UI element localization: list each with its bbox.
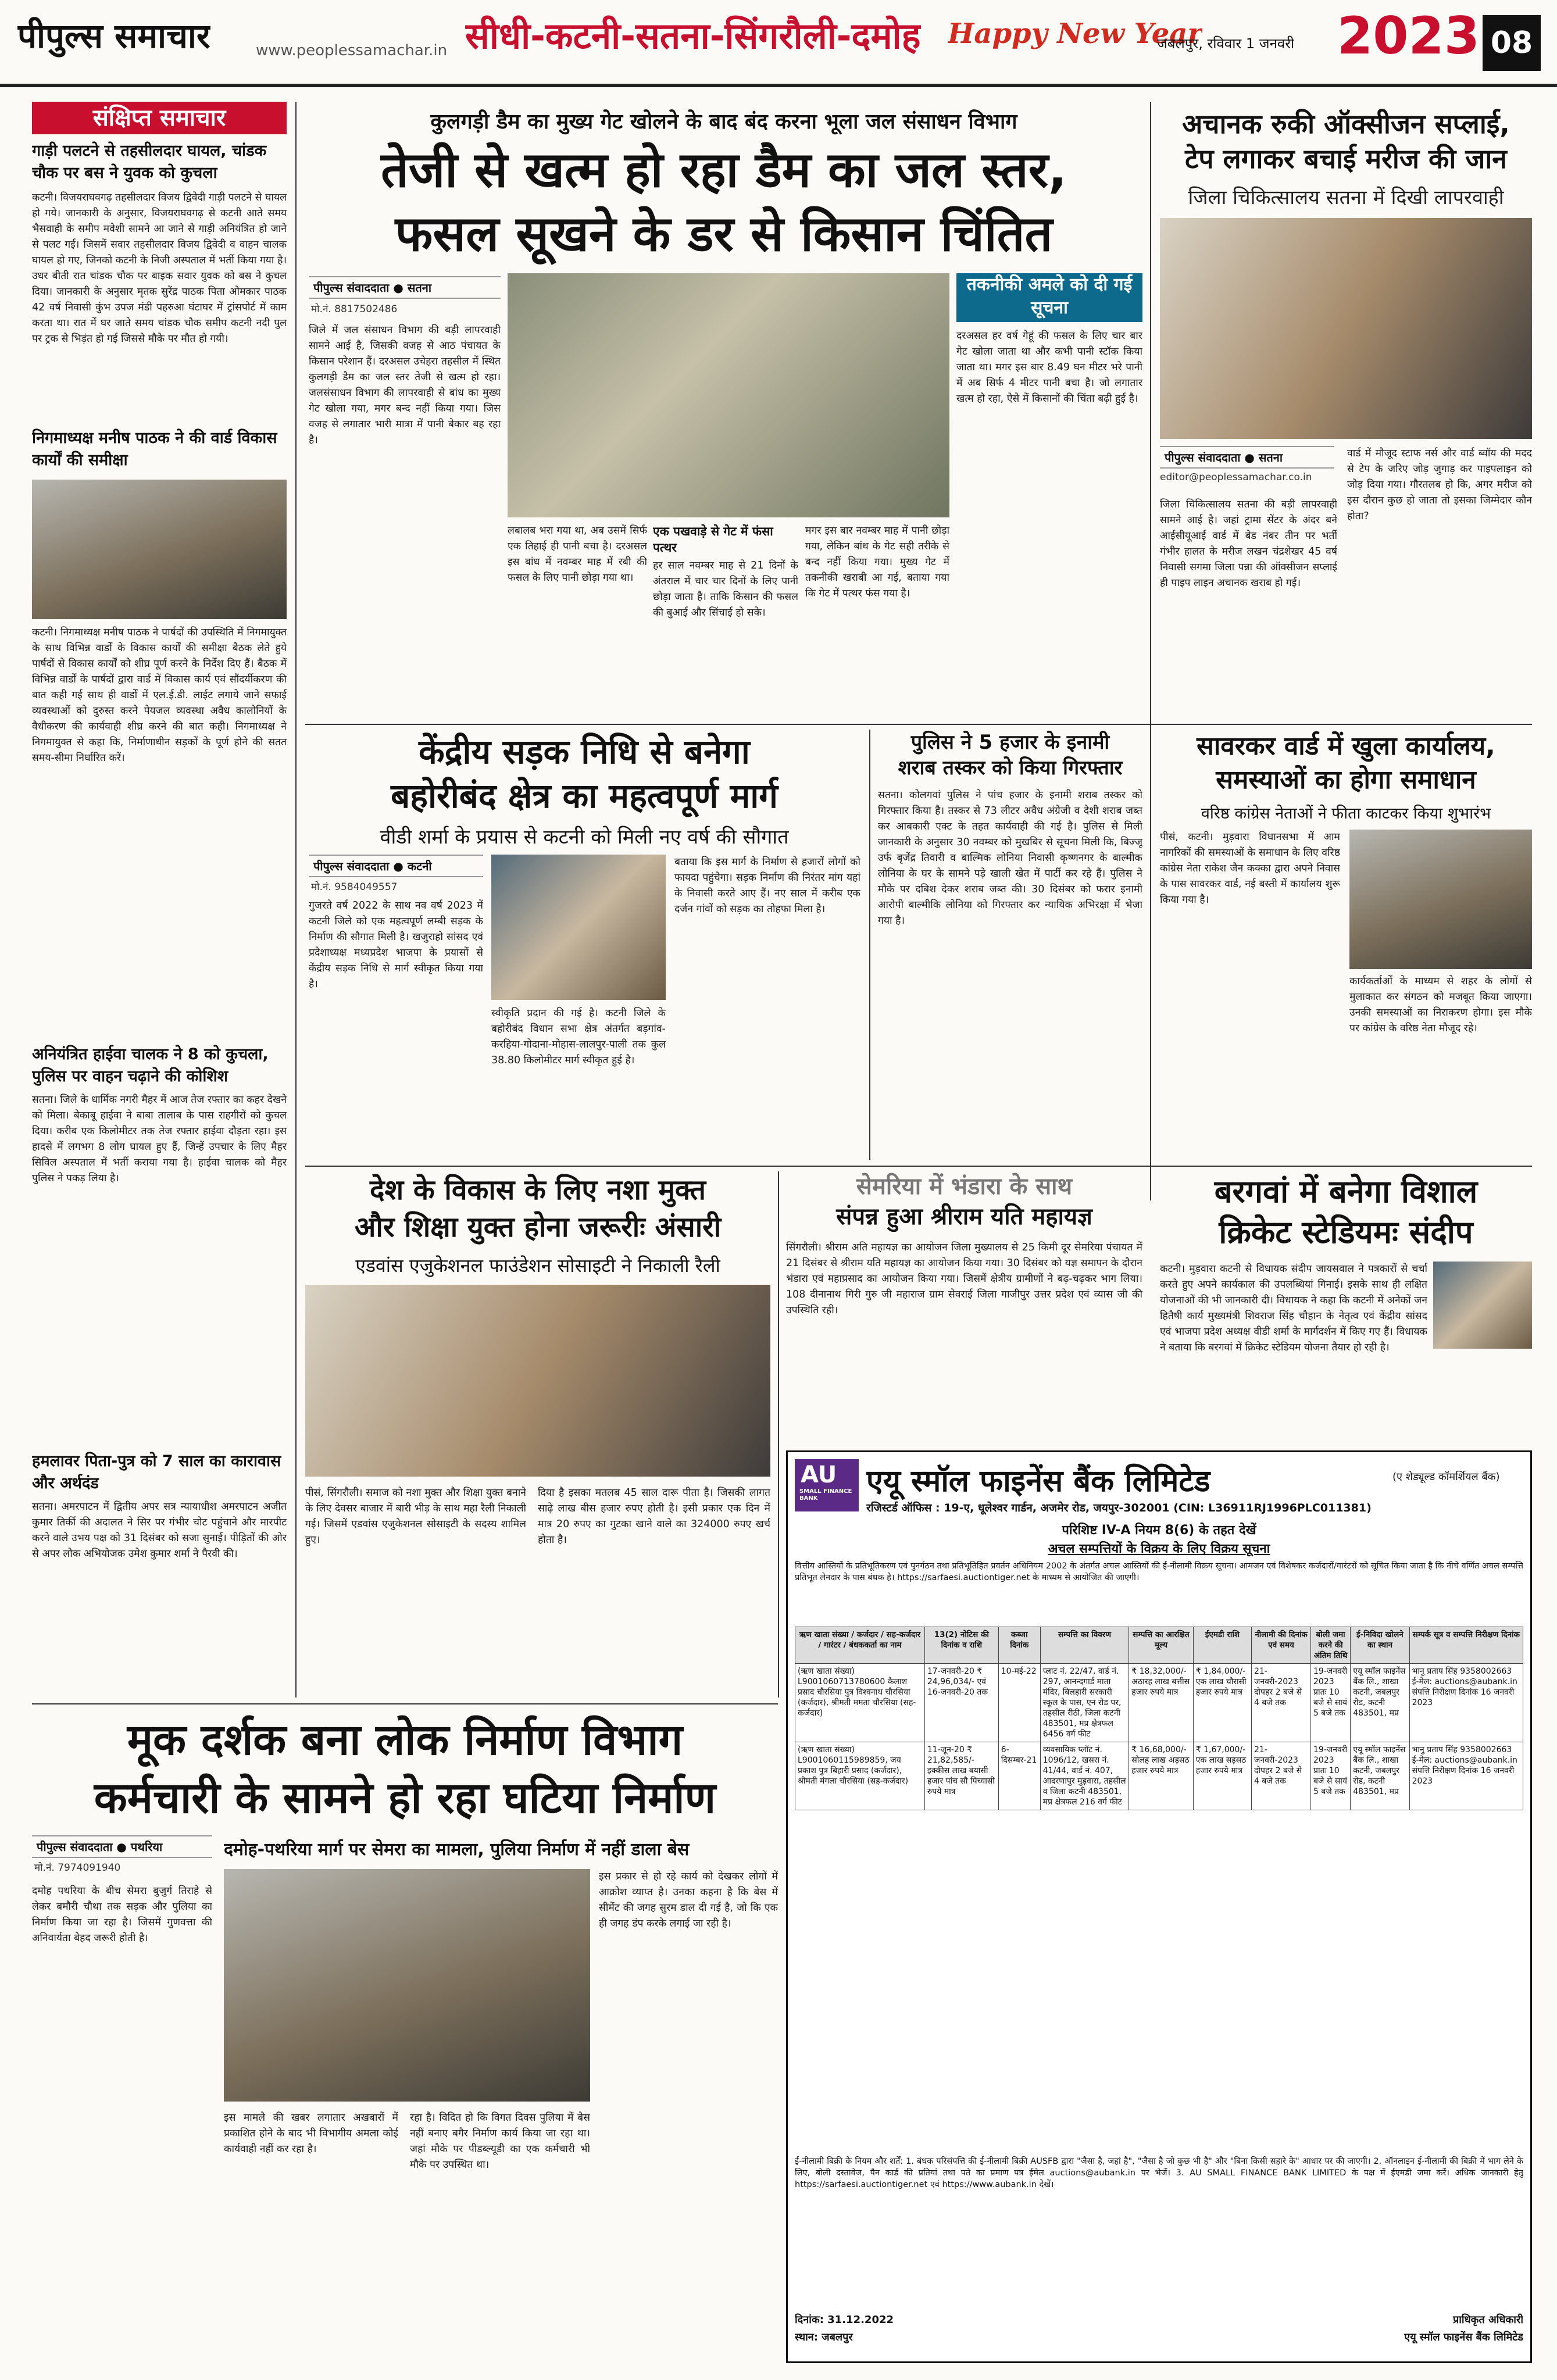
drugfree-headline-1: देश के विकास के लिए नशा मुक्त	[369, 1174, 706, 1206]
road-body-3: बताया कि इस मार्ग के निर्माण से हजारों लोगों को फायदा पहुंचेगा। सड़क निर्माण की निरंतर मांग यहां के निवासी करते आए हैं। नए साल में करीब एक दर्जन गांवों को सड़क का तोहफा मिला है।	[674, 856, 860, 915]
ram-headline-2: संपन्न हुआ श्रीराम यति महायज्ञ	[836, 1203, 1092, 1230]
table-cell: 17-जनवरी-20 ₹ 24,96,034/- एवं 16-जनवरी-20 तक	[924, 1664, 998, 1742]
table-cell: 11-जून-20 ₹ 21,82,585/- इक्कीस लाख बयासी हजार पांच सौ पिच्यासी रुपये मात्र	[924, 1742, 998, 1810]
notice-th: ऋण खाता संख्या / कर्जदार / सह-कर्जदार / गारंटर / बंधककर्ता का नाम	[795, 1627, 925, 1664]
edition-cities: सीधी-कटनी-सतना-सिंगरौली-दमोह	[465, 15, 921, 57]
dam-photo	[508, 273, 949, 517]
notice-th: सम्पत्ति का विवरण	[1040, 1627, 1129, 1664]
table-cell: 19-जनवरी 2023 प्रातः 10 बजे से सायं 5 बजे तक	[1311, 1742, 1351, 1810]
notice-title: एयू स्मॉल फाइनेंस बैंक लिमिटेड	[866, 1464, 1210, 1499]
notice-intro: वित्तीय आस्तियों के प्रतिभूतिकरण एवं पुनर्गठन तथा प्रतिभूतिहित प्रवर्तन अधिनियम 2002 के अंतर्गत अचल आस्तियों की ई-नीलामी विक्रय सूचना। आमजन एवं विशेषकर कर्जदारों/गारंटरों को सूचित किया जाता है कि नीचे वर्णित अचल सम्पत्ति प्रतिभूत लेनदार के पास बंधक है। https://sarfaesi.auctiontiger.net के माध्यम से आयोजित की जाएगी।	[795, 1561, 1523, 1582]
road-body-1: गुजरते वर्ष 2022 के साथ नव वर्ष 2023 में कटनी जिले को एक महत्वपूर्ण लम्बी सड़क के निर्माण की सौगात मिली है। खजुराहो सांसद एवं प्रदेशाध्यक्ष मध्यप्रदेश भाजपा के प्रयासों से केंद्रीय सड़क निधि से मार्ग स्वीकृत किया गया है।	[309, 900, 483, 990]
notice-th: 13(2) नोटिस की दिनांक व राशि	[924, 1627, 998, 1664]
notice-th: कब्जा दिनांक	[998, 1627, 1040, 1664]
table-cell: (ऋण खाता संख्या) L9001060115989859, जय प्रकाश पुत्र बिहारी प्रसाद (कर्जदार), श्रीमती मंगला चौरसिया (सह-कर्जदार)	[795, 1742, 925, 1810]
police-headline-2: शराब तस्कर को किया गिरफ्तार	[898, 756, 1123, 780]
road-story	[305, 730, 863, 1160]
pwd-body-4: इस प्रकार से हो रहे कार्य को देखकर लोगों में आक्रोश व्याप्त है। उनका कहना है कि बेस में सीमेंट की जगह सुरम डाल दी गई है, जो कि एक ही जगह डंप करके लगाई जा रही है।	[599, 1871, 778, 1929]
review-meeting-photo	[32, 480, 287, 619]
pwd-headline-2: कर्मचारी के सामने हो रहा घटिया निर्माण	[94, 1773, 716, 1823]
stadium-headline-1: बरगवां में बनेगा विशाल	[1214, 1173, 1478, 1210]
office-inauguration-photo	[1349, 830, 1532, 969]
table-row	[795, 1742, 1523, 1810]
rally-photo	[305, 1285, 770, 1477]
lead-kicker: कुलगड़ी डैम का मुख्य गेट खोलने के बाद बंद करना भूला जल संसाधन विभाग	[430, 110, 1017, 134]
notice-th: बोली जमा करने की अंतिम तिथि	[1311, 1627, 1351, 1664]
au-bank-logo	[795, 1459, 859, 1511]
brief-body-1: कटनी। विजयराघवगढ़ तहसीलदार विजय द्विवेदी गाड़ी पलटने से घायल हो गये। जानकारी के अनुसार, विजयराघवगढ़ से कटनी आते समय भैसवाही के समीप मवेशी सामने आ जाने से गाड़ी अनियंत्रित हो जाने से पलट गई। जिसमें सवार तहसीलदार विजय द्विवेदी व वाहन चालक घायल हो गए, जिनको कटनी के निजी अस्पताल में भर्ती किया गया है। उधर बीती रात चांडक चौक पर बाइक सवार युवक को बस ने कुचल दिया। जानकारी के अनुसार मृतक सुरेंद्र पाठक पिता ओमकार पाठक 42 वर्ष निवासी कुंभ उपज मंडी पहरुआ घंटाघर में ट्रांसपोर्ट में काम करता था। रात में घर जाते समय चांडक चौक समीप कटनी नदी पुल पर ट्रक से भिड़ंत हो गई जिससे मौके पर मौत हो गयी।	[32, 192, 287, 345]
brief-body-4: सतना। अमरपाटन में द्वितीय अपर सत्र न्यायाधीश अमरपाटन अजीत कुमार तिर्की की अदालत ने सिर पर गंभीर चोट पहुंचाने और मारपीट करने वाले उभय पक्ष को 31 दिसंबर को सजा सुनाई। पीड़ितों की ओर से अपर लोक अभियोजक उमेश कुमार शर्मा ने पैरवी की।	[32, 1501, 287, 1560]
stadium-story	[1160, 1171, 1532, 1445]
table-cell: 19-जनवरी 2023 प्रातः 10 बजे से सायं 5 बजे तक	[1311, 1664, 1351, 1742]
table-cell: 21-जनवरी-2023 दोपहर 2 बजे से 4 बजे तक	[1251, 1742, 1310, 1810]
office-body-1: पीसं, कटनी। मुड़वारा विधानसभा में आम नागरिकों की समस्याओं के समाधान के लिए वरिष्ठ कांग्रेस नेता राकेश जैन कक्का द्वारा अपने निवास के पास सावरकर वार्ड, नई बस्ती में कार्यालय शुरू किया गया है।	[1160, 831, 1340, 906]
table-cell: भानु प्रताप सिंह 9358002663 ई-मेल: auctions@aubank.in संपत्ति निरीक्षण दिनांक 16 जनवरी 2023	[1409, 1742, 1523, 1810]
lead-body-3: हर साल नवम्बर माह से 21 दिनों के अंतराल में चार चार दिनों के लिए पानी छोड़ा जाता है। ताकि किसान की फसल की बुआई और सिंचाई हो सके।	[653, 560, 798, 619]
road-byline: पीपुल्स संवाददाता ● कटनी	[309, 855, 483, 877]
oxygen-email: editor@peoplessamachar.co.in	[1160, 471, 1312, 483]
police-body: सतना। कोलगवां पुलिस ने पांच हजार के इनामी शराब तस्कर को गिरफ्तार किया है। तस्कर से 73 लीटर अवैध अंग्रेजी व देशी शराब जब्त कर आबकारी एक्ट के तहत कार्यवाही की गई है। पुलिस से मिली जानकारी के अनुसार 30 नवम्बर को मुखबिर से सूचना मिली कि, बिज्जू उर्फ बृजेंद्र तिवारी व बाल्मिक लोनिया निवासी कृष्णनगर के बाल्मीक लोनिया के घर के सामने पड़े खाली खेत में पार्टी कर रहे हैं। पुलिस ने मौके पर दबिश देकर शराब जब्त की। 30 दिसंबर को फरार इनामी आरोपी बाल्मीकि लोनिया को गिरफ्तार कर न्यायिक अभिरक्षा में भेजा गया है।	[878, 789, 1142, 927]
lead-tag: तकनीकी अमले को दी गई सूचना	[956, 273, 1142, 322]
construction-photo	[224, 1869, 590, 2102]
ram-story	[786, 1171, 1142, 1445]
brief-body-2: कटनी। निगमाध्यक्ष मनीष पाठक ने पार्षदों की उपस्थिति में निगमायुक्त के साथ विभिन्न वार्डों के विकास कार्यों की समीक्षा बैठक लेते हुये पार्षदों से विकास कार्यों को शीघ्र पूर्ण करने के निर्देश दिए हैं। बैठक में विभिन्न वार्डों के पार्षदों द्वारा वार्ड में विकास कार्य एवं सौंदर्यीकरण की बात कही गई साथ ही वार्डों में एल.ई.डी. लाईट लगाये जाने सफाई व्यवस्थाओं को दुरुस्त करने पेयजल व्यवस्था अवैध कालोनियों के वैधीकरण की कार्यवाही शीघ्र करने की बात कही। निगमाध्यक्ष ने निगमायुक्त से कहा कि, निर्माणाधीन सड़कों के पूर्ण होने की सतत समय-सीमा निर्धारित करें।	[32, 627, 287, 764]
lead-byline: पीपुल्स संवाददाता ● सतना	[309, 276, 501, 299]
table-cell: एयू स्मॉल फाइनेंस बैंक लि., शाखा कटनी, जबलपुर रोड, कटनी 483501, मप्र	[1351, 1664, 1409, 1742]
brief-headline-3: अनियंत्रित हाईवा चालक ने 8 को कुचला, पुलिस पर वाहन चढ़ाने की कोशिश	[32, 1045, 269, 1085]
notice-th: सम्पर्क सूत्र व सम्पत्ति निरीक्षण दिनांक	[1409, 1627, 1523, 1664]
table-cell: 6-दिसम्बर-21	[998, 1742, 1040, 1810]
road-headline-2: बहोरीबंद क्षेत्र का महत्वपूर्ण मार्ग	[391, 776, 778, 816]
pwd-body-1: दमोह पथरिया के बीच सेमरा बुजुर्ग तिराहे से लेकर बमौरी चौथा तक सड़क और पुलिया का निर्माण किया जा रहा है। जिसमें गुणवत्ता की अनिवार्यता बेहद जरूरी होती है।	[32, 1885, 212, 1944]
notice-subtitle: अचल सम्पत्तियों के विक्रय के लिए विक्रय सूचना	[1048, 1542, 1270, 1556]
table-cell: प्लाट नं. 22/47, वार्ड नं. 297, आनन्दगार्ड माता मंदिर, बिलहारी सरकारी स्कूल के पास, एन रोड पर, तहसील रीठी, जिला कटनी 483501, मप्र क्षेत्रफल 6456 वर्ग फीट	[1040, 1664, 1129, 1742]
notice-title-tag: (ए शेड्यूल्ड कॉमर्शियल बैंक)	[1392, 1471, 1500, 1483]
stadium-headline-2: क्रिकेट स्टेडियमः संदीप	[1219, 1214, 1473, 1250]
brief-headline-2: निगमाध्यक्ष मनीष पाठक ने की वार्ड विकास कार्यों की समीक्षा	[32, 429, 277, 469]
brief-column	[32, 102, 287, 1700]
police-headline-1: पुलिस ने 5 हजार के इनामी	[910, 731, 1110, 754]
notice-place: स्थान: जबलपुर	[795, 2331, 853, 2343]
stadium-body: कटनी। मुड़वारा कटनी से विधायक संदीप जायसवाल ने पत्रकारों से चर्चा करते हुए अपने कार्यकाल की उपलब्धियां गिनाई। इसके साथ ही लक्षित योजनाओं की भी जानकारी दी। विधायक ने कहा कि कटनी में अनेकों जन हितैषी कार्य मुख्यमंत्री शिवराज सिंह चौहान के नेतृत्व एवं केंद्रीय सांसद एवं भाजपा प्रदेश अध्यक्ष वीडी शर्मा के मार्गदर्शन में किए गए हैं। विधायक ने बताया कि बरगवां में क्रिकेट स्टेडियम योजना तैयार हो रही है।	[1160, 1263, 1427, 1353]
drugfree-story	[305, 1171, 770, 1698]
pwd-byline: पीपुल्स संवाददाता ● पथरिया	[32, 1835, 212, 1858]
pwd-body-3: रहा है। विदित हो कि विगत दिवस पुलिया में बेस नहीं बनाए बगैर निर्माण कार्य किया जा रहा था। जहां मौके पर पीडब्ल्यूडी का एक कर्मचारी भी मौके पर उपस्थित था।	[410, 2112, 590, 2171]
office-headline-1: सावरकर वार्ड में खुला कार्यालय,	[1197, 731, 1495, 761]
office-story	[1160, 730, 1532, 1160]
mla-photo	[1433, 1262, 1532, 1349]
pwd-subhead: दमोह-पथरिया मार्ग पर सेमरा का मामला, पुलिया निर्माण में नहीं डाला बेस	[224, 1839, 690, 1860]
notice-sign-2: एयू स्मॉल फाइनेंस बैंक लिमिटेड	[1404, 2331, 1523, 2343]
notice-reg-office: रजिस्टर्ड ऑफिस : 19-ए, धूलेश्वर गार्डन, अजमेर रोड, जयपुर-302001 (CIN: L36911RJ1996PLC011381)	[866, 1502, 1372, 1514]
table-cell: 21-जनवरी-2023 दोपहर 2 बजे से 4 बजे तक	[1251, 1664, 1310, 1742]
oxygen-headline-2: टेप लगाकर बचाई मरीज की जान	[1185, 143, 1507, 174]
new-year-greeting: Happy New Year	[948, 17, 1202, 50]
drugfree-body-1: पीसं, सिंगरौली। समाज को नशा मुक्त और शिक्षा युक्त बनाने के लिए देवसर बाजार में बारी भीड़ के साथ महा रैली निकाली गई। जिसमें एडवांस एजुकेशनल सोसाइटी के सदस्य शामिल हुए।	[305, 1487, 526, 1546]
brief-headline-1: गाड़ी पलटने से तहसीलदार घायल, चांडक चौक पर बस ने युवक को कुचला	[32, 142, 267, 182]
table-cell: एयू स्मॉल फाइनेंस बैंक लि., शाखा कटनी, जबलपुर रोड, कटनी 483501, मप्र	[1351, 1742, 1409, 1810]
table-cell: ₹ 1,67,000/- एक लाख सड़सठ हजार रुपये मात्र	[1193, 1742, 1251, 1810]
road-subhead: वीडी शर्मा के प्रयास से कटनी को मिली नए वर्ष की सौगात	[380, 826, 789, 849]
lead-story	[305, 102, 1142, 718]
oxygen-body-1: जिला चिकित्सालय सतना की बड़ी लापरवाही सामने आई है। जहां ट्रामा सेंटर के अंदर बने आईसीयूआई वार्ड में बेड नंबर तीन पर भर्ती गंभीर हालत के मरीज लखन चंद्रशेखर 45 वर्ष निवासी सगमा जिला पन्ना की ऑक्सीजन सप्लाई ही पाइप लाइन अचानक खराब हो गई।	[1160, 499, 1337, 589]
drugfree-body-2: दिया है इसका मतलब 45 साल दारू पीता है। जिसकी लागत साढ़े लाख बीस हजार रुपए होती है। इसी प्रकार एक दिन में मात्र 20 रुपए का गुटका खाने वाले का 324000 रुपए खर्च होता है।	[538, 1487, 770, 1546]
table-cell: 10-मई-22	[998, 1664, 1040, 1742]
lead-headline-1: तेजी से खत्म हो रहा डैम का जल स्तर,	[381, 141, 1067, 198]
brand-name: पीपुल्स समाचार	[17, 16, 210, 56]
notice-th: नीलामी की दिनांक एवं समय	[1251, 1627, 1310, 1664]
page-number: 08	[1483, 15, 1541, 71]
masthead	[0, 0, 1557, 87]
ram-body: सिंगरौली। श्रीराम अति महायज्ञ का आयोजन जिला मुख्यालय से 25 किमी दूर सेमरिया पंचायत में 21 दिसंबर से श्रीराम यति महायज्ञ का आयोजन किया गया। 30 दिसंबर को यज्ञ समापन के दौरान भंडारा एवं महाप्रसाद का आयोजन किया गया। जिसमें क्षेत्रीय ग्रामीणों ने बढ़-चढ़कर भाग लिया। 108 दीनानाथ गिरी गुरु जी महाराज ग्राम सेवराई जिला गाजीपुर उत्तर प्रदेश एवं व्यास जी की उपस्थिति रही।	[786, 1242, 1142, 1316]
drugfree-headline-2: और शिक्षा युक्त होना जरूरीः अंसारी	[354, 1211, 722, 1243]
year-banner: 2023	[1337, 6, 1480, 66]
notice-table	[795, 1627, 1523, 1810]
office-subhead: वरिष्ठ कांग्रेस नेताओं ने फीता काटकर किया शुभारंभ	[1201, 805, 1491, 823]
oxygen-headline-1: अचानक रुकी ऑक्सीजन सप्लाई,	[1182, 108, 1510, 140]
table-cell: (ऋण खाता संख्या) L9001060713780600 कैलाश प्रसाद चौरसिया पुत्र विश्वनाथ चौरसिया (कर्जदार), श्रीमती ममता चौरसिया (सह-कर्जदार)	[795, 1664, 925, 1742]
notice-sign-1: प्राधिकृत अधिकारी	[1453, 2314, 1523, 2326]
au-logo-mark: AU	[801, 1461, 837, 1488]
office-body-2: कार्यकर्ताओं के माध्यम से शहर के लोगों से मुलाकात कर संगठन को मजबूत किया जाएगा। उनकी समस्याओं का निराकरण होगा। इस मौके पर कांग्रेस के वरिष्ठ नेता मौजूद रहे।	[1349, 975, 1532, 1034]
bank-notice	[786, 1450, 1532, 2363]
notice-th: ई-निविदा खोलने का स्थान	[1351, 1627, 1409, 1664]
pwd-story	[32, 1712, 778, 2363]
table-cell: ₹ 18,32,000/- अठारह लाख बत्तीस हजार रुपये मात्र	[1129, 1664, 1193, 1742]
office-headline-2: समस्याओं का होगा समाधान	[1216, 765, 1476, 795]
lead-body-1: जिले में जल संसाधन विभाग की बड़ी लापरवाही सामने आई है, जिसकी वजह से आठ पंचायत के किसान परेशान हैं। दरअसल उचेहरा तहसील में स्थित कुलगड़ी डैम का जल स्तर तेजी से खत्म हो रहा। जलसंसाधन विभाग की लापरवाही से बांध का मुख्य गेट खोला गया, मगर बन्द नहीं किया गया। जिस वजह से लगातार भारी मात्रा में पानी बेकार बह रहा है।	[309, 324, 501, 446]
notice-th: ईएमडी राशि	[1193, 1627, 1251, 1664]
road-body-2: स्वीकृति प्रदान की गई है। कटनी जिले के बहोरीबंद विधान सभा क्षेत्र अंतर्गत बड़गांव-करहिया-गोदाना-मोहास-लालपुर-पाली तक कुल 38.80 किलोमीटर मार्ग स्वीकृत हुई है।	[491, 1007, 666, 1066]
drugfree-subhead: एडवांस एजुकेशनल फाउंडेशन सोसाइटी ने निकाली रैली	[355, 1255, 720, 1277]
pwd-headline-1: मूक दर्शक बना लोक निर्माण विभाग	[127, 1715, 683, 1765]
pwd-body-2: इस मामले की खबर लगातार अखबारों में प्रकाशित होने के बाद भी विभागीय अमला कोई कार्यवाही नहीं कर रहा है।	[224, 2112, 398, 2155]
lead-subhead: एक पखवाड़े से गेट में फंसा पत्थर	[653, 524, 773, 555]
ram-headline-1: सेमरिया में भंडारा के साथ	[856, 1173, 1073, 1200]
site-url: www.peoplessamachar.in	[256, 42, 448, 59]
road-headline-1: केंद्रीय सड़क निधि से बनेगा	[419, 732, 750, 771]
lead-body-2: लबालब भरा गया था, अब उसमें सिर्फ एक तिहाई ही पानी बचा है। दरअसल इस बांध में नवम्बर माह में रबी की फसल के लिए पानी छोड़ा गया था।	[508, 525, 647, 584]
oxygen-byline: पीपुल्स संवाददाता ● सतना	[1160, 446, 1334, 469]
road-mobile: मो.नं. 9584049557	[311, 881, 398, 893]
table-cell: ₹ 16,68,000/- सोलह लाख अड़सठ हजार रुपये मात्र	[1129, 1742, 1193, 1810]
notice-terms: ई-नीलामी बिक्री के नियम और शर्तें: 1. बंधक परिसंपत्ति की ई-नीलामी बिक्री AUSFB द्वारा "जैसा है, जहां है", "जैसा है जो कुछ भी है" और "बिना किसी सहारे के" आधार पर की जाएगी। 2. ऑनलाइन ई-नीलामी की बिक्री में भाग लेने के लिए, बोली दस्तावेज, पैन कार्ड की प्रतियां तथा पते का प्रमाण पत्र ईमेल auctions@aubank.in पर भेजें। 3. AU SMALL FINANCE BANK LIMITED के पक्ष में ईएमडी जमा करें। अधिक जानकारी हेतु https://sarfaesi.auctiontiger.net एवं https://www.aubank.in देखें।	[795, 2157, 1523, 2189]
lead-headline-2: फसल सूखने के डर से किसान चिंतित	[395, 205, 1053, 262]
lead-tag-body: दरअसल हर वर्ष गेहूं की फसल के लिए चार बार गेट खोला जाता था और कभी पानी स्टॉक किया जाता था। मगर इस बार 8.49 घन मीटर भरे पानी में अब सिर्फ 4 मीटर पानी बचा है। जो लगातार खत्म हो रहा, ऐसे में किसानों की चिंता बढ़ी हुई है।	[956, 330, 1142, 405]
au-logo-text: SMALL FINANCE BANK	[799, 1488, 852, 1502]
oxygen-body-2: वार्ड में मौजूद स्टाफ नर्स और वार्ड ब्वॉय की मदद से टेप के जरिए जोड़ जुगाड़ कर पाइपलाइन को जोड़ दिया गया। गौरतलब हो कि, अगर मरीज को इस दौरान कुछ हो जाता तो इसका जिम्मेदार कौन होता?	[1347, 448, 1532, 522]
lead-mobile: मो.नं. 8817502486	[311, 303, 398, 315]
police-story	[878, 730, 1142, 1160]
notice-th: सम्पत्ति का आरक्षित मूल्य	[1129, 1627, 1193, 1664]
brief-headline-4: हमलावर पिता-पुत्र को 7 साल का कारावास और अर्थदंड	[32, 1452, 281, 1492]
pwd-mobile: मो.नं. 7974091940	[34, 1862, 121, 1874]
brief-section-title: संक्षिप्त समाचार	[32, 102, 287, 134]
notice-table-wrap	[795, 1627, 1523, 2150]
notice-date: दिनांक: 31.12.2022	[795, 2314, 894, 2326]
oxygen-story	[1160, 102, 1532, 718]
brief-body-3: सतना। जिले के धार्मिक नगरी मैहर में आज तेज रफ्तार का कहर देखने को मिला। बेकाबू हाईवा ने बाबा तालाब के पास राहगीरों को कुचल दिया। करीब एक किलोमीटर तक तेज रफ्तार हाईवा दौड़ता रहा। इस हादसे में लगभग 8 लोग घायल हुए हैं, जिन्हें उपचार के लिए मैहर सिविल अस्पताल में भर्ती कराया गया है। हाईवा चालक को मैहर पुलिस ने पकड़ लिया है।	[32, 1094, 287, 1184]
notice-appendix: परिशिष्ट IV-A नियम 8(6) के तहत देखें	[1062, 1523, 1256, 1538]
politician-photo	[491, 855, 666, 1000]
table-cell: ₹ 1,84,000/- एक लाख चौरासी हजार रुपये मात्र	[1193, 1664, 1251, 1742]
oxygen-subhead: जिला चिकित्सालय सतना में दिखी लापरवाही	[1188, 186, 1504, 209]
lead-body-4: मगर इस बार नवम्बर माह में पानी छोड़ा गया, लेकिन बांध के गेट सही तरीके से बन्द नहीं किया गया। मुख्य गेट में तकनीकी खराबी आ गई, बताया गया कि गेट में पत्थर फंस गया है।	[805, 525, 949, 599]
table-cell: भानु प्रताप सिंह 9358002663 ई-मेल: auctions@aubank.in संपत्ति निरीक्षण दिनांक 16 जनवरी 2023	[1409, 1664, 1523, 1742]
table-cell: व्यवसायिक प्लॉट नं. 1096/12, खसरा नं. 41/44, वार्ड नं. 407, आदरणापुर मुड़वारा, तहसील व जिला कटनी 483501, मप्र क्षेत्रफल 216 वर्ग फीट	[1040, 1742, 1129, 1810]
hospital-photo	[1160, 218, 1532, 439]
table-row	[795, 1664, 1523, 1742]
dateline: जबलपुर, रविवार 1 जनवरी	[1157, 35, 1295, 52]
